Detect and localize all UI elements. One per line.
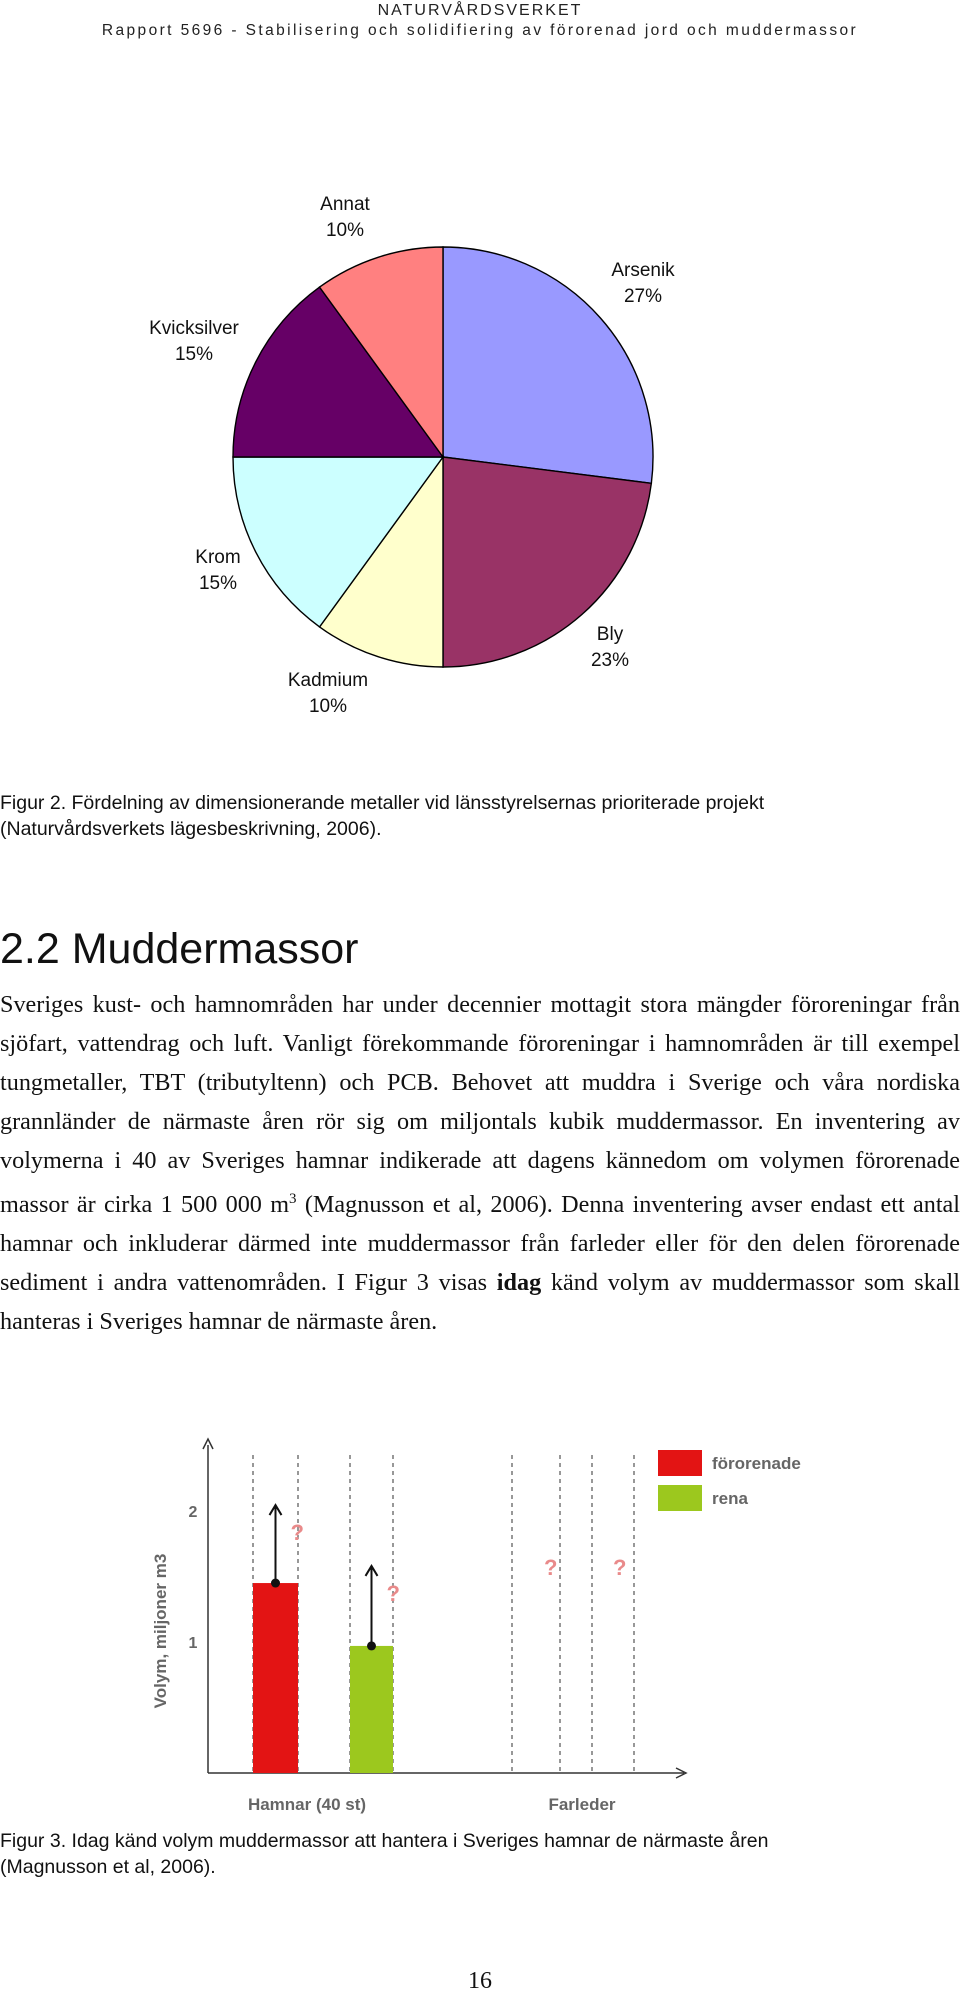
caption-line: (Naturvårdsverkets lägesbeskrivning, 2006). xyxy=(0,818,382,840)
y-tick-label: 1 xyxy=(188,1635,198,1652)
pie-label-value: 23% xyxy=(590,650,630,671)
pie-label-krom xyxy=(158,545,278,597)
caption-line: Figur 2. Fördelning av dimensionerande metaller vid länsstyrelsernas prioriterade projekt xyxy=(0,792,765,814)
pie-label-name: Kvicksilver xyxy=(149,318,239,339)
legend-label: rena xyxy=(712,1489,748,1508)
pie-label-name: Annat xyxy=(320,194,370,215)
pie-label-kadmium xyxy=(268,668,388,720)
page-number: 16 xyxy=(468,1968,492,1994)
header-org: NATURVÅRDSVERKET xyxy=(377,2,583,19)
bar-förorenade xyxy=(253,1583,298,1773)
bar-chart xyxy=(0,1425,960,1825)
bar-rena xyxy=(350,1646,393,1773)
unknown-marker: ? xyxy=(544,1555,558,1580)
pie-label-kvicksilver xyxy=(134,316,254,368)
pie-label-name: Kadmium xyxy=(287,670,369,691)
caption-line: (Magnusson et al, 2006). xyxy=(0,1856,216,1878)
y-tick-label: 2 xyxy=(188,1504,198,1521)
pie-label-name: Arsenik xyxy=(611,260,675,281)
bold-word: idag xyxy=(496,1269,542,1297)
pie-label-value: 10% xyxy=(325,220,365,241)
pie-label-annat xyxy=(285,192,405,244)
superscript: 3 xyxy=(289,1191,297,1207)
paragraph-text: (Magnusson et al, 2006). Denna inventering avser endast ett antal hamnar och inkluderar därmed inte muddermassor från farleder eller för den delen förorenade sediment i andra vattenområden. I Figur 3 visas xyxy=(0,1191,960,1297)
legend-swatch xyxy=(658,1485,702,1511)
paragraph-text: känd volym av muddermassor som skall hanteras i Sveriges hamnar de närmaste åren. xyxy=(0,1269,960,1336)
figure-2-caption xyxy=(0,790,930,842)
y-axis-label: Volym, miljoner m3 xyxy=(151,1553,170,1709)
pie-chart xyxy=(0,0,960,760)
legend-swatch xyxy=(658,1450,702,1476)
section-heading: 2.2 Muddermassor xyxy=(0,925,359,973)
pie-label-name: Bly xyxy=(596,624,624,645)
figure-3-caption xyxy=(0,1828,930,1880)
pie-label-name: Krom xyxy=(195,547,241,568)
paragraph-text: Sveriges kust- och hamnområden har under decennier mottagit stora mängder föroreningar från sjöfart, vattendrag och luft. Vanligt förekommande föroreningar i hamnområden är till exempel tungmetaller, TBT (tributyltenn) och PCB. Behovet att muddra i Sverige och våra nordiska grannländer de närmaste åren rör sig om miljontals kubik muddermassor. En inventering av volymerna i 40 av Sveriges hamnar indikerade att dagens kännedom om volymen förorenade massor är cirka 1 500 000 m xyxy=(0,991,960,1219)
pie-label-value: 10% xyxy=(308,696,348,717)
pie-label-arsenik xyxy=(583,258,703,310)
unknown-marker: ? xyxy=(386,1580,400,1606)
x-category-label: Hamnar (40 st) xyxy=(247,1795,367,1814)
pie-label-value: 15% xyxy=(198,573,238,594)
header-report-title: Rapport 5696 - Stabilisering och solidifiering av förorenad jord och muddermassor xyxy=(101,22,859,39)
pie-label-bly xyxy=(550,622,670,674)
unknown-marker: ? xyxy=(613,1555,627,1580)
section-body xyxy=(0,985,960,1341)
caption-line: Figur 3. Idag känd volym muddermassor att hantera i Sveriges hamnar de närmaste åren xyxy=(0,1830,769,1852)
paragraph xyxy=(0,985,960,1341)
legend-label: förorenade xyxy=(712,1454,801,1473)
pie-label-value: 15% xyxy=(174,344,214,365)
unknown-marker: ? xyxy=(290,1520,304,1546)
pie-label-value: 27% xyxy=(623,286,663,307)
x-category-label: Farleder xyxy=(548,1795,616,1814)
